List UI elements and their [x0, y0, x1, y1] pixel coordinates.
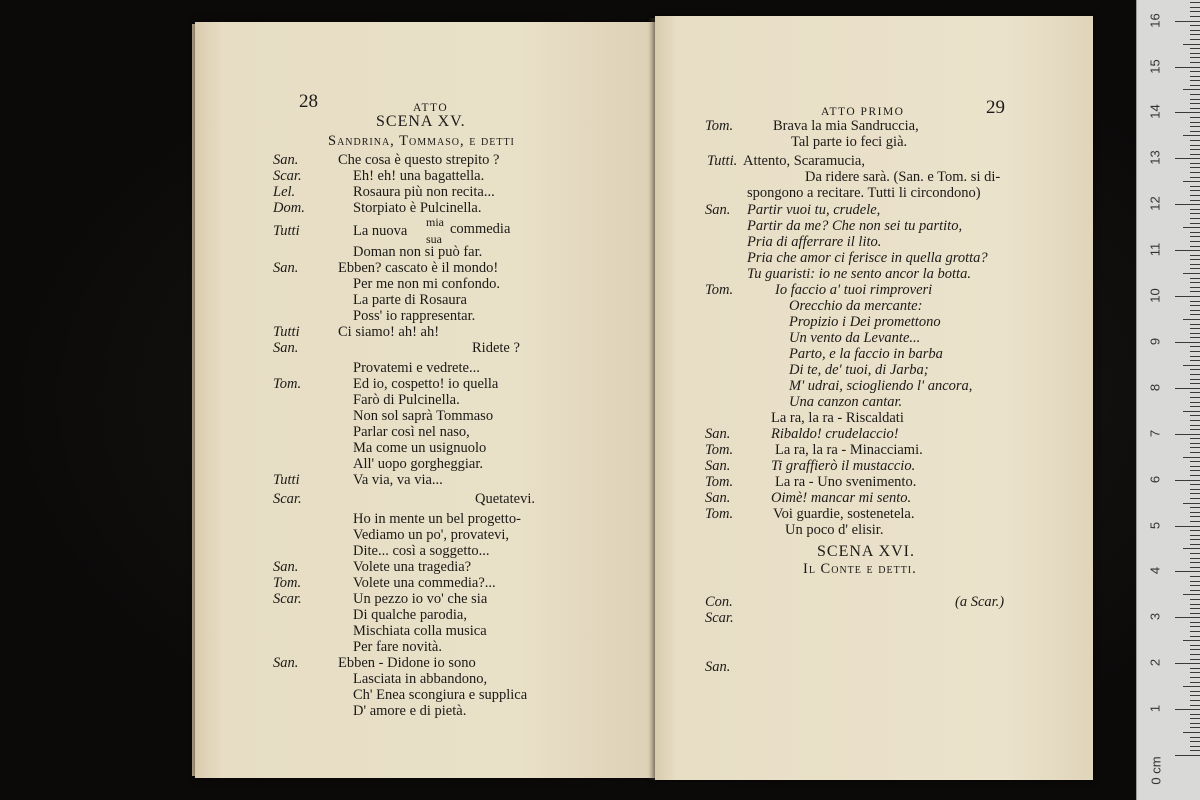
dialogue-line: Di qualche parodia,	[353, 607, 467, 623]
ruler-tick	[1190, 186, 1200, 187]
ruler-tick	[1190, 659, 1200, 660]
ruler-tick	[1190, 746, 1200, 747]
ruler-tick	[1175, 112, 1200, 113]
dialogue-line: Ch' Enea scongiura e supplica	[353, 687, 528, 703]
ruler-tick	[1190, 470, 1200, 471]
dialogue-line: Da ridere sarà. (San. e Tom. si di-	[805, 169, 1001, 185]
speaker-label: San.	[705, 490, 731, 506]
ruler-tick	[1190, 369, 1200, 370]
ruler-number: 5	[1147, 521, 1163, 529]
right-page-number: 29	[986, 97, 1005, 118]
dialogue-line: Io faccio a' tuoi rimproveri	[775, 282, 933, 298]
scene-xv-title: SCENA XV.	[376, 113, 466, 130]
dialogue-variant-lower: sua	[426, 232, 442, 246]
ruler-number: 8	[1147, 383, 1163, 391]
ruler-tick	[1190, 356, 1200, 357]
right-page	[655, 16, 1093, 780]
dialogue-line: Voi guardie, sostenetela.	[773, 506, 915, 522]
dialogue-line: Per fare novità.	[353, 639, 442, 655]
ruler-tick	[1190, 590, 1200, 591]
ruler-tick	[1190, 691, 1200, 692]
ruler-tick	[1190, 48, 1200, 49]
ruler-tick	[1190, 718, 1200, 719]
speaker-label: Tutti	[273, 324, 300, 340]
ruler-tick	[1190, 489, 1200, 490]
dialogue-line: Attento, Scaramucia,	[743, 153, 865, 169]
speaker-label: Tom.	[273, 575, 302, 591]
ruler-tick	[1190, 34, 1200, 35]
ruler-tick	[1190, 585, 1200, 586]
ruler-tick	[1190, 328, 1200, 329]
ruler-tick	[1190, 750, 1200, 751]
dialogue-line: La ra, la ra - Riscaldati	[771, 410, 904, 426]
ruler-tick	[1190, 682, 1200, 683]
dialogue-line: Doman non si può far.	[353, 244, 483, 260]
speaker-label: Tutti.	[707, 153, 738, 169]
dialogue-line: Non sol saprà Tommaso	[353, 408, 494, 424]
speaker-label: Scar.	[273, 168, 302, 184]
ruler-tick	[1175, 67, 1200, 68]
dialogue-line: Brava la mia Sandruccia,	[773, 118, 919, 134]
ruler-tick	[1190, 544, 1200, 545]
ruler-tick	[1175, 755, 1200, 756]
ruler-tick	[1190, 498, 1200, 499]
ruler-tick	[1190, 475, 1200, 476]
ruler-tick	[1183, 732, 1200, 733]
dialogue-line: Un pezzo io vo' che sia	[353, 591, 488, 607]
left-page	[195, 22, 655, 778]
dialogue-line: Di te, de' tuoi, di Jarba;	[789, 362, 929, 378]
dialogue-line: Parto, e la faccio in barba	[789, 346, 943, 362]
ruler-tick	[1183, 411, 1200, 412]
dialogue-line: Tu guaristi: io ne sento ancor la botta.	[747, 266, 971, 282]
ruler-tick	[1175, 480, 1200, 481]
dialogue-line: Per me non mi confondo.	[353, 276, 500, 292]
ruler-number: 1	[1147, 704, 1163, 713]
ruler-tick	[1175, 21, 1200, 22]
ruler-tick	[1190, 259, 1200, 260]
ruler-tick	[1190, 727, 1200, 728]
ruler-tick	[1183, 640, 1200, 641]
speaker-label: Con.	[705, 594, 733, 610]
ruler-tick	[1190, 236, 1200, 237]
ruler-tick	[1190, 539, 1200, 540]
ruler-tick	[1190, 246, 1200, 247]
ruler-tick	[1190, 402, 1200, 403]
ruler-tick	[1190, 264, 1200, 265]
ruler-tick	[1175, 526, 1200, 527]
ruler-tick	[1190, 576, 1200, 577]
speaker-label: San.	[705, 426, 731, 442]
ruler-tick	[1183, 44, 1200, 45]
dialogue-line: Ribaldo! crudelaccio!	[771, 426, 899, 442]
dialogue-line: Rosaura più non recita...	[353, 184, 495, 200]
ruler-tick	[1190, 282, 1200, 283]
measuring-ruler	[1136, 0, 1200, 800]
speaker-label: Tom.	[273, 376, 302, 392]
ruler-tick	[1183, 227, 1200, 228]
ruler-tick	[1190, 493, 1200, 494]
ruler-tick	[1190, 324, 1200, 325]
dialogue-line: Mischiata colla musica	[353, 623, 487, 639]
ruler-tick	[1190, 530, 1200, 531]
dialogue-line: D' amore e di pietà.	[353, 703, 467, 719]
speaker-label: Lel.	[273, 184, 296, 200]
ruler-number: 2	[1147, 659, 1163, 667]
ruler-tick	[1190, 351, 1200, 352]
ruler-tick	[1190, 167, 1200, 168]
dialogue-line: Che cosa è questo strepito ?	[338, 152, 500, 168]
ruler-number: 3	[1147, 613, 1163, 621]
dialogue-line: Va via, va via...	[353, 472, 443, 488]
ruler-tick	[1190, 553, 1200, 554]
ruler-tick	[1183, 181, 1200, 182]
speaker-label: Tom.	[705, 442, 734, 458]
ruler-tick	[1190, 57, 1200, 58]
ruler-tick	[1190, 425, 1200, 426]
dialogue-line: Pria di afferrare il lito.	[747, 234, 882, 250]
ruler-number: 6	[1147, 475, 1163, 483]
ruler-tick	[1190, 447, 1200, 448]
speaker-label: Scar.	[705, 610, 734, 626]
dialogue-line: Ebben - Didone io sono	[338, 655, 476, 671]
ruler-tick	[1190, 268, 1200, 269]
ruler-tick	[1190, 2, 1200, 3]
ruler-tick	[1190, 636, 1200, 637]
ruler-tick	[1190, 705, 1200, 706]
ruler-tick	[1190, 374, 1200, 375]
ruler-tick	[1183, 273, 1200, 274]
ruler-tick	[1190, 438, 1200, 439]
ruler-tick	[1190, 255, 1200, 256]
dialogue-line: Tal parte io feci già.	[791, 134, 908, 150]
ruler-number: 4	[1147, 567, 1163, 575]
ruler-tick	[1190, 103, 1200, 104]
ruler-tick	[1190, 76, 1200, 77]
dialogue-line: Propizio i Dei promettono	[789, 314, 941, 330]
ruler-tick	[1190, 94, 1200, 95]
dialogue-line: La ra - Uno svenimento.	[775, 474, 917, 490]
dialogue-line: Farò di Pulcinella.	[353, 392, 460, 408]
dialogue-line: Ed io, cospetto! io quella	[353, 376, 499, 392]
speaker-label: San.	[273, 655, 299, 671]
ruler-tick	[1190, 429, 1200, 430]
ruler-tick	[1183, 89, 1200, 90]
ruler-tick	[1190, 613, 1200, 614]
ruler-tick	[1190, 622, 1200, 623]
dialogue-line-end: commedia	[450, 221, 511, 237]
ruler-tick	[1190, 117, 1200, 118]
ruler-tick	[1190, 108, 1200, 109]
ruler-tick	[1183, 594, 1200, 595]
ruler-tick	[1190, 466, 1200, 467]
speaker-label: Tutti	[273, 472, 300, 488]
ruler-tick	[1190, 415, 1200, 416]
ruler-tick	[1190, 154, 1200, 155]
ruler-tick	[1190, 232, 1200, 233]
ruler-tick	[1190, 360, 1200, 361]
dialogue-line: Provatemi e vedrete...	[353, 360, 480, 376]
dialogue-line: Poss' io rappresentar.	[353, 308, 476, 324]
ruler-tick	[1190, 163, 1200, 164]
ruler-tick	[1190, 512, 1200, 513]
ruler-tick	[1190, 177, 1200, 178]
dialogue-line: La nuova	[353, 223, 408, 239]
left-running-head: ATTO	[413, 102, 449, 114]
dialogue-variant-upper: mia	[426, 215, 444, 229]
ruler-number: 7	[1147, 429, 1163, 437]
dialogue-line: spongono a recitare. Tutti li circondono)	[747, 185, 981, 201]
ruler-tick	[1190, 172, 1200, 173]
dialogue-line: Eh! eh! una bagattella.	[353, 168, 485, 184]
ruler-tick	[1190, 145, 1200, 146]
ruler-tick	[1175, 204, 1200, 205]
dialogue-line: Vediamo un po', provatevi,	[353, 527, 510, 543]
dialogue-line: Ebben? cascato è il mondo!	[338, 260, 499, 276]
ruler-tick	[1190, 723, 1200, 724]
ruler-tick	[1190, 11, 1200, 12]
speaker-label: Tom.	[705, 282, 734, 298]
dialogue-line: Quetatevi.	[475, 491, 535, 507]
ruler-tick	[1190, 558, 1200, 559]
ruler-tick	[1190, 291, 1200, 292]
ruler-tick	[1190, 223, 1200, 224]
ruler-number: 15	[1147, 58, 1163, 74]
speaker-label: Scar.	[273, 491, 302, 507]
ruler-tick	[1190, 62, 1200, 63]
ruler-tick	[1190, 379, 1200, 380]
ruler-tick	[1183, 686, 1200, 687]
ruler-number: 9	[1147, 337, 1163, 346]
dialogue-line: Una canzon cantar.	[789, 394, 903, 410]
speaker-label: San.	[273, 152, 299, 168]
ruler-tick	[1190, 241, 1200, 242]
ruler-tick	[1190, 346, 1200, 347]
ruler-tick	[1190, 213, 1200, 214]
ruler-tick	[1190, 16, 1200, 17]
ruler-tick	[1175, 388, 1200, 389]
ruler-tick	[1190, 39, 1200, 40]
ruler-tick	[1190, 645, 1200, 646]
ruler-number: 14	[1147, 104, 1163, 120]
ruler-tick	[1190, 149, 1200, 150]
ruler-tick	[1190, 53, 1200, 54]
ruler-tick	[1190, 333, 1200, 334]
dialogue-line: Oimè! mancar mi sento.	[771, 490, 912, 506]
ruler-tick	[1190, 741, 1200, 742]
ruler-tick	[1190, 392, 1200, 393]
ruler-tick	[1190, 305, 1200, 306]
ruler-tick	[1190, 406, 1200, 407]
dialogue-line: La parte di Rosaura	[353, 292, 467, 308]
dialogue-line: Orecchio da mercante:	[789, 298, 923, 314]
ruler-tick	[1190, 218, 1200, 219]
ruler-number: 13	[1147, 150, 1163, 166]
dialogue-line: Volete una commedia?...	[353, 575, 496, 591]
dialogue-line: Volete una tragedia?	[353, 559, 472, 575]
ruler-tick	[1190, 397, 1200, 398]
ruler-tick	[1183, 503, 1200, 504]
ruler-tick	[1190, 626, 1200, 627]
dialogue-line: Storpiato è Pulcinella.	[353, 200, 482, 216]
ruler-number: 10	[1147, 288, 1163, 303]
dialogue-line: Ho in mente un bel progetto-	[353, 511, 521, 527]
ruler-number: 12	[1147, 196, 1163, 211]
ruler-number: 11	[1147, 242, 1163, 257]
ruler-tick	[1175, 663, 1200, 664]
ruler-tick	[1190, 521, 1200, 522]
ruler-tick	[1190, 599, 1200, 600]
ruler-tick	[1190, 209, 1200, 210]
scene-xvi-characters: Il Conte e detti.	[803, 561, 917, 577]
ruler-tick	[1190, 71, 1200, 72]
ruler-tick	[1190, 654, 1200, 655]
ruler-tick	[1175, 617, 1200, 618]
ruler-tick	[1183, 457, 1200, 458]
ruler-tick	[1190, 700, 1200, 701]
ruler-tick	[1183, 135, 1200, 136]
ruler-tick	[1190, 631, 1200, 632]
ruler-tick	[1175, 158, 1200, 159]
ruler-tick	[1190, 140, 1200, 141]
ruler-tick	[1190, 516, 1200, 517]
ruler-tick	[1190, 25, 1200, 26]
dialogue-line: All' uopo gorgheggiar.	[353, 456, 484, 472]
ruler-tick	[1183, 365, 1200, 366]
ruler-tick	[1190, 337, 1200, 338]
dialogue-line: La ra, la ra - Minacciami.	[775, 442, 923, 458]
ruler-tick	[1190, 122, 1200, 123]
dialogue-line: Ridete ?	[472, 340, 520, 356]
ruler-tick	[1183, 319, 1200, 320]
ruler-tick	[1190, 314, 1200, 315]
ruler-tick	[1190, 131, 1200, 132]
dialogue-line: Dite... così a soggetto...	[353, 543, 490, 559]
ruler-tick	[1175, 434, 1200, 435]
ruler-tick	[1190, 383, 1200, 384]
ruler-tick	[1183, 548, 1200, 549]
dialogue-line: Pria che amor ci ferisce in quella grotta?	[747, 250, 988, 266]
ruler-tick	[1190, 737, 1200, 738]
ruler-tick	[1190, 677, 1200, 678]
ruler-tick	[1175, 709, 1200, 710]
ruler-tick	[1190, 190, 1200, 191]
ruler-tick	[1190, 85, 1200, 86]
speaker-label: Tom.	[705, 474, 734, 490]
ruler-tick	[1175, 296, 1200, 297]
right-running-head: ATTO PRIMO	[821, 106, 905, 118]
speaker-label: San.	[273, 260, 299, 276]
dialogue-line: M' udrai, sciogliendo l' ancora,	[789, 378, 973, 394]
ruler-tick	[1190, 562, 1200, 563]
ruler-tick	[1190, 195, 1200, 196]
ruler-tick	[1190, 581, 1200, 582]
ruler-number: 16	[1147, 12, 1163, 28]
dialogue-line: Partir vuoi tu, crudele,	[747, 202, 881, 218]
stage-direction: (a Scar.)	[955, 594, 1005, 610]
speaker-label: Tutti	[273, 223, 300, 239]
ruler-tick	[1190, 7, 1200, 8]
dialogue-line: Ma come un usignuolo	[353, 440, 487, 456]
ruler-tick	[1190, 287, 1200, 288]
ruler-tick	[1190, 714, 1200, 715]
ruler-tick	[1190, 672, 1200, 673]
ruler-tick	[1175, 250, 1200, 251]
ruler-tick	[1190, 452, 1200, 453]
ruler-tick	[1190, 604, 1200, 605]
ruler-tick	[1190, 99, 1200, 100]
ruler-tick	[1190, 649, 1200, 650]
dialogue-line: Ci siamo! ah! ah!	[338, 324, 440, 340]
ruler-tick	[1175, 571, 1200, 572]
dialogue-line: Parlar così nel naso,	[353, 424, 470, 440]
ruler-tick	[1175, 342, 1200, 343]
ruler-tick	[1190, 30, 1200, 31]
ruler-tick	[1190, 668, 1200, 669]
ruler-tick	[1190, 80, 1200, 81]
left-page-number: 28	[299, 91, 318, 112]
scene-xv-characters: Sandrina, Tommaso, e detti	[328, 133, 515, 149]
dialogue-line: Lasciata in abbandono,	[353, 671, 488, 687]
speaker-label: San.	[273, 559, 299, 575]
ruler-tick	[1190, 420, 1200, 421]
dialogue-line: Un poco d' elisir.	[785, 522, 884, 538]
speaker-label: San.	[273, 340, 299, 356]
ruler-tick	[1190, 567, 1200, 568]
ruler-tick	[1190, 695, 1200, 696]
speaker-label: San.	[705, 202, 731, 218]
ruler-tick	[1190, 126, 1200, 127]
speaker-label: San.	[705, 458, 731, 474]
ruler-tick	[1190, 608, 1200, 609]
ruler-tick	[1190, 443, 1200, 444]
ruler-tick	[1190, 278, 1200, 279]
ruler-tick	[1190, 507, 1200, 508]
speaker-label: Tom.	[705, 118, 734, 134]
scene-xvi-title: SCENA XVI.	[817, 543, 916, 560]
ruler-tick	[1190, 535, 1200, 536]
speaker-label: San.	[705, 659, 731, 675]
dialogue-line: Un vento da Levante...	[789, 330, 921, 346]
speaker-label: Tom.	[705, 506, 734, 522]
ruler-tick	[1190, 301, 1200, 302]
speaker-label: Dom.	[273, 200, 305, 216]
ruler-tick	[1190, 310, 1200, 311]
ruler-tick	[1190, 200, 1200, 201]
speaker-label: Scar.	[273, 591, 302, 607]
dialogue-line: Partir da me? Che non sei tu partito,	[747, 218, 963, 234]
ruler-tick	[1190, 484, 1200, 485]
ruler-tick	[1190, 461, 1200, 462]
dialogue-line: Ti graffierò il mustaccio.	[771, 458, 916, 474]
ruler-unit-label: 0 cm	[1148, 756, 1164, 785]
